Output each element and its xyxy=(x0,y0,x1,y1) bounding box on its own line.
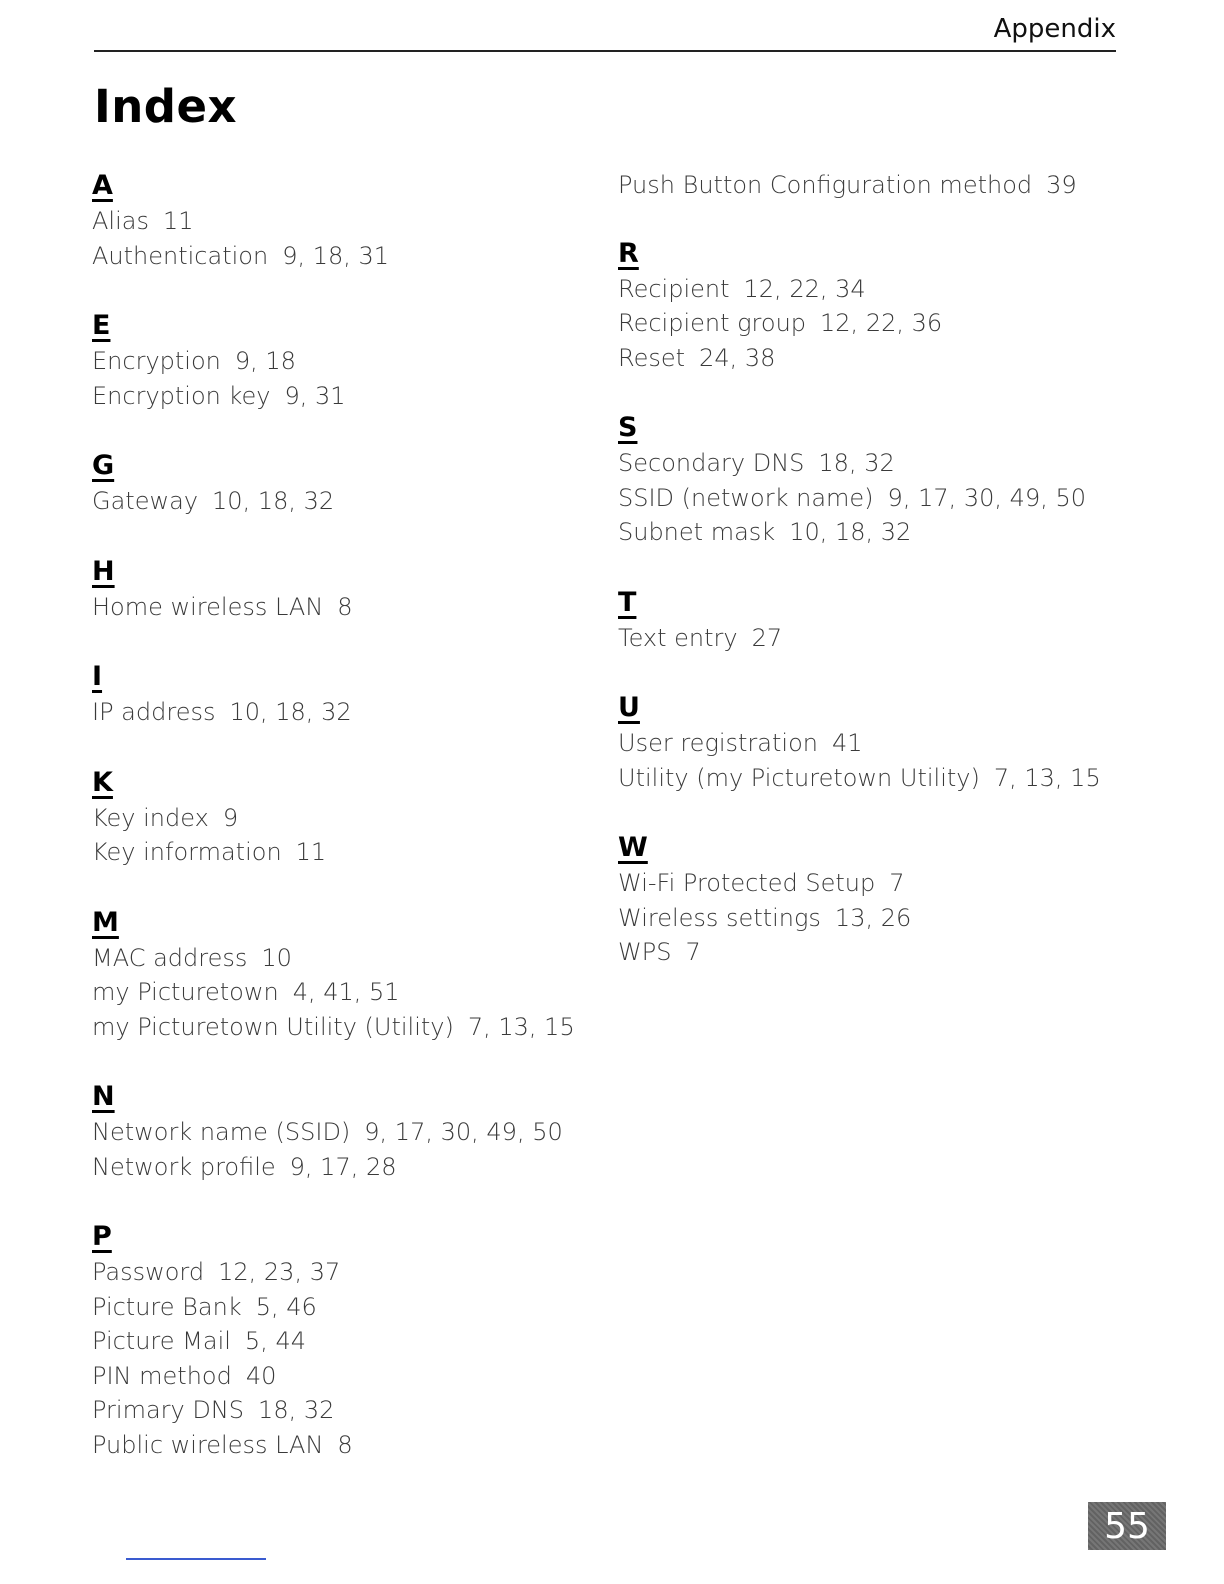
index-entry xyxy=(92,204,612,239)
entry-term: Push Button Configuration method xyxy=(618,171,1033,199)
index-entry xyxy=(92,941,612,976)
entry-term: Picture Mail xyxy=(92,1327,231,1355)
entry-term: Utility (my Picturetown Utility) xyxy=(618,763,980,792)
letter-heading: A xyxy=(92,170,113,201)
letter-heading: E xyxy=(92,310,111,341)
index-entry xyxy=(92,695,612,730)
index-entry xyxy=(618,935,1138,970)
entry-pages: 8 xyxy=(337,1430,353,1459)
entry-pages: 9, 18, 31 xyxy=(282,241,390,270)
entry-term: my Picturetown xyxy=(92,978,279,1006)
index-entry xyxy=(92,344,612,379)
index-entry xyxy=(618,761,1138,796)
index-entry xyxy=(92,801,612,836)
entry-term: Secondary DNS xyxy=(618,449,805,477)
entry-term: Recipient xyxy=(618,274,730,303)
entry-pages: 10, 18, 32 xyxy=(229,698,352,726)
entry-pages: 9, 18 xyxy=(234,347,296,375)
index-group-h xyxy=(92,554,612,625)
index-entry xyxy=(92,1010,612,1045)
section-label: Appendix xyxy=(993,14,1116,44)
entry-term: SSID (network name) xyxy=(618,483,874,512)
entry-term: Text entry xyxy=(618,623,738,652)
index-entry xyxy=(618,481,1138,516)
entry-term: Key information xyxy=(92,838,282,866)
entry-pages: 5, 44 xyxy=(244,1327,306,1355)
entry-pages: 9, 17, 30, 49, 50 xyxy=(364,1118,563,1146)
index-group-a xyxy=(92,168,612,273)
index-entry xyxy=(618,446,1138,481)
entry-term: Picture Bank xyxy=(92,1292,242,1321)
index-entry xyxy=(92,1255,612,1290)
entry-term: Wireless settings xyxy=(618,903,821,932)
page-number: 55 xyxy=(1104,1505,1150,1547)
index-entry xyxy=(92,975,612,1010)
index-entry xyxy=(618,621,1138,656)
entry-pages: 9, 17, 28 xyxy=(289,1152,397,1181)
entry-term: Wi-Fi Protected Setup xyxy=(618,869,876,897)
entry-term: Authentication xyxy=(92,241,269,270)
index-entry xyxy=(92,484,612,519)
entry-term: Encryption xyxy=(92,347,221,375)
index-column-left xyxy=(92,168,612,1497)
index-group-w xyxy=(618,830,1138,970)
entry-term: Reset xyxy=(618,343,686,372)
index-entry xyxy=(618,515,1138,550)
index-group-s xyxy=(618,410,1138,550)
entry-pages: 18, 32 xyxy=(258,1396,335,1424)
page-number-badge xyxy=(1088,1502,1166,1550)
entry-term: Password xyxy=(92,1258,205,1286)
entry-term: IP address xyxy=(92,698,216,726)
entry-term: Encryption key xyxy=(92,381,271,410)
letter-heading: S xyxy=(618,412,638,443)
letter-heading: U xyxy=(618,692,640,723)
entry-pages: 12, 23, 37 xyxy=(218,1258,341,1286)
index-entry xyxy=(618,901,1138,936)
index-entry xyxy=(618,272,1138,307)
entry-term: Primary DNS xyxy=(92,1396,245,1424)
index-entry xyxy=(92,1428,612,1463)
entry-pages: 10 xyxy=(261,943,292,972)
letter-heading: G xyxy=(92,450,115,481)
entry-term: Network profile xyxy=(92,1152,276,1181)
entry-pages: 13, 26 xyxy=(834,903,912,932)
index-entry xyxy=(92,590,612,625)
entry-pages: 39 xyxy=(1046,171,1077,199)
entry-term: Recipient group xyxy=(618,309,807,337)
entry-term: Key index xyxy=(92,803,209,832)
entry-pages: 9, 17, 30, 49, 50 xyxy=(887,483,1087,512)
entry-pages: 24, 38 xyxy=(699,343,776,372)
index-entry xyxy=(618,341,1138,376)
index-group-n xyxy=(92,1079,612,1184)
entry-pages: 7 xyxy=(685,938,701,966)
right-column-groups xyxy=(618,236,1138,970)
index-entry xyxy=(92,239,612,274)
entry-pages: 41 xyxy=(831,729,863,757)
entry-term: Alias xyxy=(92,207,149,235)
index-entry xyxy=(92,1393,612,1428)
entry-pages: 18, 32 xyxy=(818,449,895,477)
index-group-g xyxy=(92,448,612,519)
footer-line xyxy=(126,1558,266,1560)
entry-pages: 4, 41, 51 xyxy=(292,978,400,1006)
page-title: Index xyxy=(94,80,238,133)
index-group-u xyxy=(618,690,1138,795)
letter-heading: M xyxy=(92,906,119,938)
entry-pages: 11 xyxy=(162,207,194,235)
entry-pages: 7, 13, 15 xyxy=(467,1012,575,1041)
entry-term: WPS xyxy=(618,938,672,966)
index-entry xyxy=(92,379,612,414)
continued-entries xyxy=(618,168,1138,203)
entry-pages: 10, 18, 32 xyxy=(212,487,335,515)
entry-pages: 12, 22, 36 xyxy=(820,309,943,337)
index-group-k xyxy=(92,765,612,870)
index-entry xyxy=(92,1150,612,1185)
letter-heading: T xyxy=(618,586,637,618)
index-group-p xyxy=(92,1219,612,1462)
index-entry xyxy=(92,1324,612,1359)
entry-pages: 9, 31 xyxy=(284,381,346,410)
index-group-m xyxy=(92,905,612,1045)
entry-pages: 40 xyxy=(245,1361,277,1390)
index-column-right xyxy=(618,168,1138,1005)
index-entry xyxy=(92,1290,612,1325)
entry-pages: 9 xyxy=(222,803,239,832)
index-group-t xyxy=(618,585,1138,656)
entry-term: PIN method xyxy=(92,1361,232,1390)
letter-heading: P xyxy=(92,1221,112,1252)
entry-term: User registration xyxy=(618,729,818,757)
entry-term: my Picturetown Utility (Utility) xyxy=(92,1012,454,1041)
index-entry xyxy=(618,866,1138,901)
letter-heading: W xyxy=(618,832,648,863)
index-group-e xyxy=(92,308,612,413)
letter-heading: K xyxy=(92,766,113,798)
entry-pages: 8 xyxy=(337,592,353,621)
index-group-i xyxy=(92,659,612,730)
entry-term: Subnet mask xyxy=(618,518,776,546)
index-entry xyxy=(618,726,1138,761)
entry-pages: 5, 46 xyxy=(255,1292,317,1321)
letter-heading: H xyxy=(92,555,115,587)
entry-term: Network name (SSID) xyxy=(92,1118,351,1146)
entry-pages: 7, 13, 15 xyxy=(993,763,1101,792)
entry-term: Home wireless LAN xyxy=(92,592,324,621)
index-group-r xyxy=(618,236,1138,376)
letter-heading: N xyxy=(92,1081,115,1112)
entry-term: Public wireless LAN xyxy=(92,1430,324,1459)
entry-pages: 7 xyxy=(889,869,905,897)
entry-pages: 11 xyxy=(295,838,327,866)
entry-pages: 27 xyxy=(751,623,783,652)
index-entry xyxy=(618,306,1138,341)
entry-pages: 10, 18, 32 xyxy=(789,518,912,546)
index-entry xyxy=(92,1359,612,1394)
index-entry xyxy=(618,168,1138,203)
letter-heading: R xyxy=(618,237,639,269)
index-entry xyxy=(92,1115,612,1150)
index-entry xyxy=(92,835,612,870)
entry-term: Gateway xyxy=(92,487,199,515)
entry-pages: 12, 22, 34 xyxy=(743,274,866,303)
entry-term: MAC address xyxy=(92,943,248,972)
letter-heading: I xyxy=(92,661,103,692)
header-rule xyxy=(94,50,1116,52)
